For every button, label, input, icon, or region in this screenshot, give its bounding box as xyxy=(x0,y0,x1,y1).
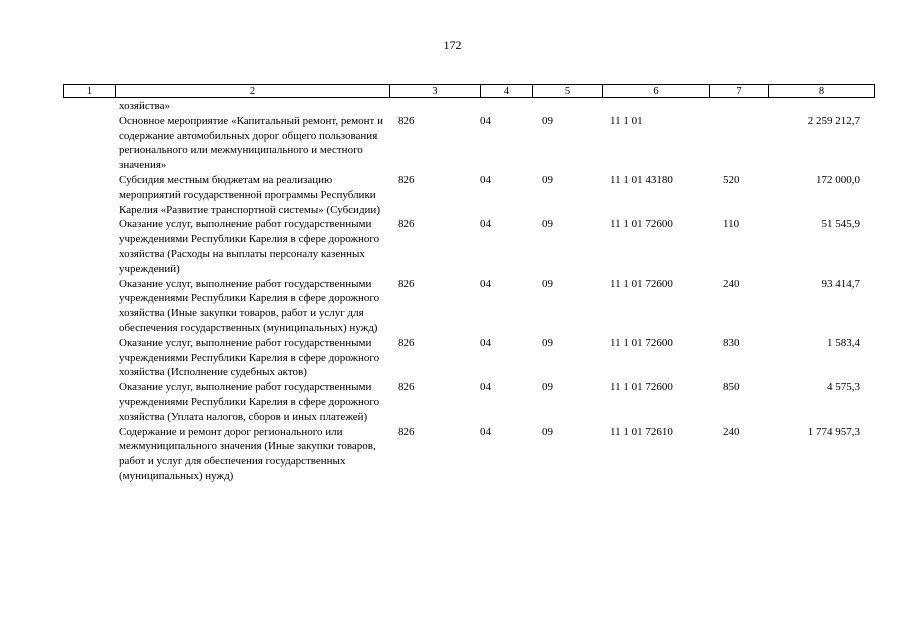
row-admin-code: 826 xyxy=(398,218,415,231)
row-expense-code: 110 xyxy=(723,218,740,231)
row-admin-code xyxy=(390,99,472,114)
row-target-code xyxy=(602,99,715,114)
page-number: 172 xyxy=(443,38,462,52)
column-header: 2 xyxy=(116,85,390,98)
column-header-table xyxy=(63,84,875,98)
row-target-code: 11 1 01 72600 xyxy=(610,381,673,394)
table-row xyxy=(63,277,874,336)
row-target-code: 11 1 01 72600 xyxy=(610,277,673,290)
row-admin-code: 826 xyxy=(398,114,415,127)
row-expense-code: 830 xyxy=(723,336,740,349)
row-name: Основное мероприятие «Капитальный ремонт, ремонт и содержание автомобильных дорог общего пользования регионального или межмуниципального и местного значения» xyxy=(119,114,383,172)
budget-table xyxy=(63,99,874,484)
row-target-code: 11 1 01 xyxy=(610,114,643,127)
table-row xyxy=(63,336,874,380)
row-target-code: 11 1 01 72600 xyxy=(610,218,673,231)
column-header-row xyxy=(64,85,875,98)
row-expense-code: 240 xyxy=(723,425,740,438)
row-admin-code: 826 xyxy=(398,173,415,186)
row-subsection-code: 09 xyxy=(542,173,553,186)
row-amount: 172 000,0 xyxy=(816,173,860,186)
row-amount: 93 414,7 xyxy=(821,277,860,290)
row-name: Оказание услуг, выполнение работ государственными учреждениями Республики Карелия в сфере дорожного хозяйства (Расходы на выплаты персоналу казенных учреждений) xyxy=(119,218,380,275)
row-amount: 1 583,4 xyxy=(827,336,860,349)
row-admin-code: 826 xyxy=(398,336,415,349)
table-row xyxy=(63,425,874,484)
row-expense-code: 850 xyxy=(723,381,740,394)
table-row xyxy=(63,173,874,217)
column-header: 7 xyxy=(710,85,769,98)
row-subsection-code: 09 xyxy=(542,277,553,290)
row-section-code: 04 xyxy=(480,425,491,438)
row-subsection-code: 09 xyxy=(542,425,553,438)
row-section-code: 04 xyxy=(480,381,491,394)
row-name: хозяйства» xyxy=(119,100,170,112)
row-admin-code: 826 xyxy=(398,277,415,290)
table-row xyxy=(63,114,874,173)
row-subsection-code xyxy=(534,99,602,114)
column-header: 8 xyxy=(769,85,875,98)
row-admin-code: 826 xyxy=(398,425,415,438)
table-row xyxy=(63,99,874,114)
column-header: 3 xyxy=(390,85,481,98)
row-section-code: 04 xyxy=(480,218,491,231)
row-target-code: 11 1 01 43180 xyxy=(610,173,673,186)
row-amount xyxy=(765,99,874,114)
row-section-code: 04 xyxy=(480,336,491,349)
row-amount: 2 259 212,7 xyxy=(807,114,860,127)
row-section-code: 04 xyxy=(480,114,491,127)
row-subsection-code: 09 xyxy=(542,218,553,231)
row-subsection-code: 09 xyxy=(542,336,553,349)
column-header: 1 xyxy=(64,85,116,98)
row-section-code: 04 xyxy=(480,173,491,186)
table-row xyxy=(63,380,874,424)
row-name: Оказание услуг, выполнение работ государственными учреждениями Республики Карелия в сфере дорожного хозяйства (Иные закупки товаров, работ и услуг для обеспечения государственных (муниципальных) нужд) xyxy=(119,277,380,334)
row-section-code: 04 xyxy=(480,277,491,290)
row-subsection-code: 09 xyxy=(542,381,553,394)
column-header: 4 xyxy=(481,85,533,98)
row-expense-code xyxy=(715,99,765,114)
row-section-code xyxy=(472,99,534,114)
row-target-code: 11 1 01 72600 xyxy=(610,336,673,349)
row-expense-code: 520 xyxy=(723,173,740,186)
row-name: Оказание услуг, выполнение работ государственными учреждениями Республики Карелия в сфере дорожного хозяйства (Уплата налогов, сборов и иных платежей) xyxy=(119,381,380,423)
row-subsection-code: 09 xyxy=(542,114,553,127)
row-target-code: 11 1 01 72610 xyxy=(610,425,673,438)
row-expense-code xyxy=(715,114,765,173)
row-admin-code: 826 xyxy=(398,381,415,394)
row-amount: 4 575,3 xyxy=(827,381,860,394)
row-expense-code: 240 xyxy=(723,277,740,290)
row-name: Содержание и ремонт дорог регионального или межмуниципального значения (Иные закупки товаров, работ и услуг для обеспечения государственных (муниципальных) нужд) xyxy=(119,425,376,482)
row-amount: 1 774 957,3 xyxy=(807,425,860,438)
table-row xyxy=(63,217,874,276)
row-name: Субсидия местным бюджетам на реализацию мероприятий государственной программы Республики Карелия «Развитие транспортной системы» (Субсидии) xyxy=(119,173,380,216)
row-amount: 51 545,9 xyxy=(821,218,860,231)
column-header: 5 xyxy=(533,85,603,98)
row-name: Оказание услуг, выполнение работ государственными учреждениями Республики Карелия в сфере дорожного хозяйства (Исполнение судебных актов) xyxy=(119,336,380,379)
column-header: 6 xyxy=(603,85,710,98)
